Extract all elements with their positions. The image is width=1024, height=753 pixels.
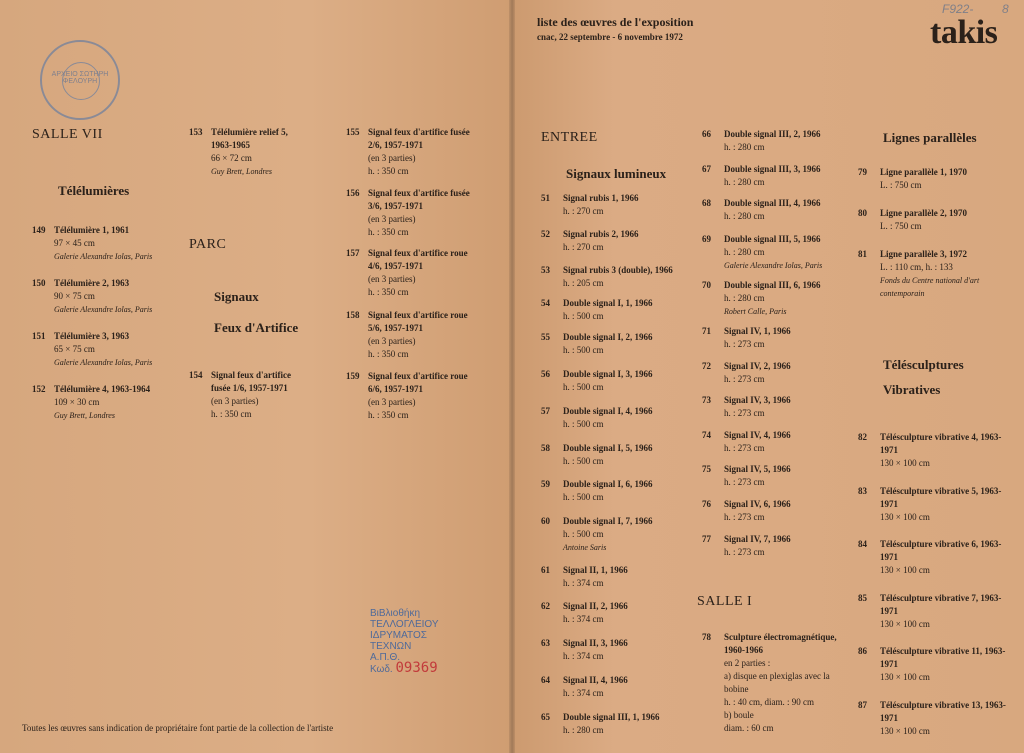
entry-number: 72 bbox=[702, 361, 711, 371]
entry-detail: (en 3 parties) bbox=[368, 153, 416, 163]
entry-number: 87 bbox=[858, 700, 867, 710]
entry-number: 78 bbox=[702, 632, 711, 642]
salle-i-heading: SALLE I bbox=[697, 594, 753, 609]
catalogue-entry bbox=[541, 637, 696, 663]
entry-title: Signal IV, 6, 1966 bbox=[724, 499, 791, 509]
entry-title: Télélumière 4, 1963-1964 bbox=[54, 384, 151, 394]
catalogue-entry bbox=[858, 485, 1008, 524]
header-line1: liste des œuvres de l'exposition bbox=[537, 15, 694, 29]
entry-detail: (en 3 parties) bbox=[368, 274, 416, 284]
catalogue-entry bbox=[702, 163, 847, 189]
entry-title: Télésculpture vibrative 13, 1963-1971 bbox=[880, 700, 1006, 723]
entry-number: 55 bbox=[541, 332, 550, 342]
entry-detail: 130 × 100 cm bbox=[880, 458, 930, 468]
entry-number: 155 bbox=[346, 127, 360, 137]
entry-owner: Fonds du Centre national d'art contemporain bbox=[880, 276, 980, 298]
entry-title: Télélumière 3, 1963 bbox=[54, 331, 130, 341]
entry-title: Télélumière 2, 1963 bbox=[54, 278, 130, 288]
catalogue-entry bbox=[858, 166, 1008, 192]
entry-title: Double signal III, 6, 1966 bbox=[724, 280, 821, 290]
entry-detail: h. : 350 cm bbox=[211, 409, 252, 419]
archive-stamp bbox=[40, 40, 120, 120]
library-stamp-line: ΙΔΡΥΜΑΤΟΣ bbox=[370, 630, 427, 641]
entry-title: Signal IV, 4, 1966 bbox=[724, 430, 791, 440]
entry-title: Télésculpture vibrative 11, 1963-1971 bbox=[880, 646, 1006, 669]
entry-detail: h. : 273 cm bbox=[724, 339, 765, 349]
entry-owner: Guy Brett, Londres bbox=[211, 167, 272, 176]
entry-title: Télésculpture vibrative 7, 1963-1971 bbox=[880, 593, 1002, 616]
entry-detail: h. : 350 cm bbox=[368, 287, 409, 297]
entry-owner: Antoine Saris bbox=[563, 543, 607, 552]
entry-title: Signal IV, 5, 1966 bbox=[724, 464, 791, 474]
entry-number: 62 bbox=[541, 601, 550, 611]
entry-detail: h. : 374 cm bbox=[563, 688, 604, 698]
entry-detail: h. : 500 cm bbox=[563, 529, 604, 539]
footer-note: Toutes les œuvres sans indication de propriétaire font partie de la collection de l'artiste bbox=[22, 723, 334, 733]
entry-title: Signal II, 1, 1966 bbox=[563, 565, 628, 575]
entry-detail: (en 3 parties) bbox=[368, 397, 416, 407]
salle-vii-heading: SALLE VII bbox=[32, 127, 103, 142]
entry-title: Signal feux d'artifice roue 6/6, 1957-1971 bbox=[368, 371, 468, 394]
catalogue-entry bbox=[858, 431, 1008, 470]
entry-detail: h. : 500 cm bbox=[563, 456, 604, 466]
library-stamp-line: ΒιΒλιοθήκη bbox=[370, 608, 421, 619]
entry-title: Signal IV, 3, 1966 bbox=[724, 395, 791, 405]
signaux-lumineux-heading: Signaux lumineux bbox=[566, 166, 667, 181]
pencil-ref: F922- bbox=[942, 2, 974, 16]
catalogue-entry bbox=[346, 126, 476, 178]
entry-title: Signal IV, 2, 1966 bbox=[724, 361, 791, 371]
catalogue-entry bbox=[32, 224, 182, 263]
entry-title: Double signal III, 3, 1966 bbox=[724, 164, 821, 174]
catalogue-entry bbox=[541, 564, 696, 590]
entry-number: 156 bbox=[346, 188, 360, 198]
entry-detail: h. : 500 cm bbox=[563, 345, 604, 355]
entry-title: Télélumière relief 5, 1963-1965 bbox=[211, 127, 288, 150]
entry-number: 82 bbox=[858, 432, 867, 442]
catalogue-entry bbox=[541, 228, 696, 254]
entry-detail: h. : 40 cm, diam. : 90 cm bbox=[724, 697, 814, 707]
entry-detail: 109 × 30 cm bbox=[54, 397, 100, 407]
catalogue-entry bbox=[541, 711, 696, 737]
catalogue-entry bbox=[702, 128, 847, 154]
catalogue-entry bbox=[346, 309, 476, 361]
entry-detail: h. : 350 cm bbox=[368, 410, 409, 420]
catalogue-entry bbox=[858, 207, 1008, 233]
entry-title: Double signal I, 7, 1966 bbox=[563, 516, 653, 526]
entry-number: 59 bbox=[541, 479, 550, 489]
entry-number: 73 bbox=[702, 395, 711, 405]
catalogue-entry bbox=[32, 330, 182, 369]
entry-title: Double signal I, 3, 1966 bbox=[563, 369, 653, 379]
entry-number: 57 bbox=[541, 406, 550, 416]
entry-detail: 66 × 72 cm bbox=[211, 153, 252, 163]
entry-detail: h. : 374 cm bbox=[563, 651, 604, 661]
entry-detail: h. : 350 cm bbox=[368, 227, 409, 237]
catalogue-entry bbox=[541, 368, 696, 394]
entry-title: Double signal I, 1, 1966 bbox=[563, 298, 653, 308]
catalogue-entry bbox=[32, 383, 182, 422]
catalogue-entry bbox=[702, 631, 847, 735]
entry-detail: h. : 374 cm bbox=[563, 614, 604, 624]
catalogue-entry bbox=[702, 429, 847, 455]
catalogue-entry bbox=[541, 674, 696, 700]
entry-title: Double signal I, 4, 1966 bbox=[563, 406, 653, 416]
lignes-paralleles-heading: Lignes parallèles bbox=[883, 130, 977, 145]
entry-title: Sculpture électromagnétique, 1960-1966 bbox=[724, 632, 837, 655]
catalogue-entry bbox=[702, 498, 847, 524]
catalogue-entry bbox=[346, 247, 476, 299]
entry-number: 69 bbox=[702, 234, 711, 244]
entry-detail: h. : 273 cm bbox=[724, 477, 765, 487]
entry-title: Signal feux d'artifice roue 4/6, 1957-1971 bbox=[368, 248, 468, 271]
telesculptures-heading: Télésculptures bbox=[883, 357, 964, 372]
archive-stamp-text: ΑΡΧΕΙΟ ΣΩΤΗΡΗ ΦΕΛΟΥΡΗ bbox=[51, 71, 109, 85]
entry-number: 81 bbox=[858, 249, 867, 259]
entry-detail: h. : 270 cm bbox=[563, 206, 604, 216]
library-stamp-line: Α.Π.Θ. bbox=[370, 652, 401, 663]
entry-number: 83 bbox=[858, 486, 867, 496]
entry-number: 64 bbox=[541, 675, 550, 685]
entry-owner: Galerie Alexandre Iolas, Paris bbox=[54, 305, 153, 314]
catalogue-entry bbox=[541, 600, 696, 626]
entry-owner: Galerie Alexandre Iolas, Paris bbox=[54, 358, 153, 367]
catalogue-entry bbox=[541, 515, 696, 554]
entry-number: 67 bbox=[702, 164, 711, 174]
entry-title: Signal IV, 7, 1966 bbox=[724, 534, 791, 544]
entry-detail: h. : 280 cm bbox=[724, 177, 765, 187]
entry-title: Signal feux d'artifice roue 5/6, 1957-1971 bbox=[368, 310, 468, 333]
entry-detail: 90 × 75 cm bbox=[54, 291, 95, 301]
entry-detail: h. : 273 cm bbox=[724, 408, 765, 418]
entry-detail: h. : 280 cm bbox=[563, 725, 604, 735]
catalogue-entry bbox=[702, 233, 847, 272]
entry-number: 56 bbox=[541, 369, 550, 379]
entry-number: 77 bbox=[702, 534, 711, 544]
entry-detail: h. : 273 cm bbox=[724, 443, 765, 453]
entry-title: Signal feux d'artifice fusée 2/6, 1957-1971 bbox=[368, 127, 470, 150]
feux-heading: Feux d'Artifice bbox=[214, 320, 299, 335]
catalogue-entry bbox=[858, 699, 1008, 738]
entry-detail: 130 × 100 cm bbox=[880, 565, 930, 575]
entry-title: Télésculpture vibrative 4, 1963-1971 bbox=[880, 432, 1002, 455]
entry-detail: L. : 750 cm bbox=[880, 221, 922, 231]
library-stamp-label: Κωδ. bbox=[370, 664, 393, 675]
entry-title: Ligne parallèle 1, 1970 bbox=[880, 167, 967, 177]
entry-detail: h. : 500 cm bbox=[563, 419, 604, 429]
entry-title: Signal IV, 1, 1966 bbox=[724, 326, 791, 336]
entry-detail: h. : 273 cm bbox=[724, 547, 765, 557]
entry-detail: h. : 280 cm bbox=[724, 211, 765, 221]
library-stamp-line: ΤΕΛΛΟΓΛΕΙΟΥ bbox=[370, 619, 439, 630]
vibratives-heading: Vibratives bbox=[883, 382, 941, 397]
entry-number: 151 bbox=[32, 331, 46, 341]
catalogue-entry bbox=[702, 394, 847, 420]
entry-detail: h. : 500 cm bbox=[563, 492, 604, 502]
entry-detail: h. : 273 cm bbox=[724, 512, 765, 522]
catalogue-entry bbox=[541, 297, 696, 323]
entry-number: 58 bbox=[541, 443, 550, 453]
entry-detail: h. : 273 cm bbox=[724, 374, 765, 384]
entry-owner: Galerie Alexandre Iolas, Paris bbox=[724, 261, 823, 270]
entry-detail: h. : 280 cm bbox=[724, 247, 765, 257]
pencil-page: 8 bbox=[1002, 2, 1009, 16]
entry-number: 75 bbox=[702, 464, 711, 474]
entry-number: 54 bbox=[541, 298, 550, 308]
library-stamp-number: 09369 bbox=[395, 660, 438, 676]
entry-title: Signal II, 2, 1966 bbox=[563, 601, 628, 611]
entry-number: 60 bbox=[541, 516, 550, 526]
entry-number: 153 bbox=[189, 127, 203, 137]
entry-number: 76 bbox=[702, 499, 711, 509]
entry-number: 79 bbox=[858, 167, 867, 177]
signaux-heading: Signaux bbox=[214, 289, 259, 304]
catalogue-entry bbox=[702, 325, 847, 351]
entry-title: Ligne parallèle 3, 1972 bbox=[880, 249, 967, 259]
entry-number: 52 bbox=[541, 229, 550, 239]
catalogue-entry bbox=[346, 370, 476, 422]
entry-detail: 130 × 100 cm bbox=[880, 672, 930, 682]
entry-detail: h. : 270 cm bbox=[563, 242, 604, 252]
entry-number: 154 bbox=[189, 370, 203, 380]
entry-detail: 130 × 100 cm bbox=[880, 726, 930, 736]
entry-title: Double signal I, 2, 1966 bbox=[563, 332, 653, 342]
entry-detail: en 2 parties : bbox=[724, 658, 771, 668]
parc-heading: PARC bbox=[189, 237, 227, 252]
entry-title: Télésculpture vibrative 6, 1963-1971 bbox=[880, 539, 1002, 562]
entry-number: 70 bbox=[702, 280, 711, 290]
entry-detail: h. : 500 cm bbox=[563, 382, 604, 392]
entry-detail: (en 3 parties) bbox=[368, 336, 416, 346]
entry-owner: Robert Calle, Paris bbox=[724, 307, 787, 316]
entry-detail: (en 3 parties) bbox=[368, 214, 416, 224]
entry-title: Signal rubis 3 (double), 1966 bbox=[563, 265, 673, 275]
catalogue-entry bbox=[541, 331, 696, 357]
entry-title: Ligne parallèle 2, 1970 bbox=[880, 208, 967, 218]
entry-number: 51 bbox=[541, 193, 550, 203]
telelumieres-heading: Télélumières bbox=[58, 183, 130, 198]
entry-detail: b) boule bbox=[724, 710, 754, 720]
entry-title: Signal feux d'artifice fusée 3/6, 1957-1971 bbox=[368, 188, 470, 211]
entry-detail: 130 × 100 cm bbox=[880, 512, 930, 522]
catalogue-entry bbox=[858, 248, 1008, 300]
catalogue-entry bbox=[541, 442, 696, 468]
page-fold bbox=[509, 0, 515, 753]
entry-detail: 65 × 75 cm bbox=[54, 344, 95, 354]
entry-number: 53 bbox=[541, 265, 550, 275]
entry-number: 157 bbox=[346, 248, 360, 258]
entry-title: Signal feux d'artifice fusée 1/6, 1957-1971 bbox=[211, 370, 291, 393]
entry-title: Double signal III, 1, 1966 bbox=[563, 712, 660, 722]
entry-number: 63 bbox=[541, 638, 550, 648]
entry-title: Signal rubis 1, 1966 bbox=[563, 193, 639, 203]
entry-number: 86 bbox=[858, 646, 867, 656]
catalogue-entry bbox=[702, 197, 847, 223]
catalogue-entry bbox=[541, 405, 696, 431]
entree-heading: ENTREE bbox=[541, 130, 598, 145]
entry-number: 150 bbox=[32, 278, 46, 288]
entry-title: Double signal III, 4, 1966 bbox=[724, 198, 821, 208]
entry-detail: a) disque en plexiglas avec la bobine bbox=[724, 671, 830, 694]
catalogue-entry bbox=[541, 478, 696, 504]
catalogue-entry bbox=[702, 533, 847, 559]
entry-number: 71 bbox=[702, 326, 711, 336]
catalogue-entry bbox=[702, 463, 847, 489]
entry-detail: h. : 500 cm bbox=[563, 311, 604, 321]
catalogue-entry bbox=[346, 187, 476, 239]
entry-title: Double signal I, 5, 1966 bbox=[563, 443, 653, 453]
entry-title: Télésculpture vibrative 5, 1963-1971 bbox=[880, 486, 1002, 509]
entry-number: 159 bbox=[346, 371, 360, 381]
entry-detail: h. : 350 cm bbox=[368, 349, 409, 359]
entry-detail: h. : 280 cm bbox=[724, 142, 765, 152]
entry-title: Double signal III, 5, 1966 bbox=[724, 234, 821, 244]
entry-number: 74 bbox=[702, 430, 711, 440]
entry-title: Signal II, 3, 1966 bbox=[563, 638, 628, 648]
library-stamp-line: ΤΕΧΝΩΝ bbox=[370, 641, 412, 652]
entry-detail: (en 3 parties) bbox=[211, 396, 259, 406]
entry-number: 85 bbox=[858, 593, 867, 603]
entry-number: 80 bbox=[858, 208, 867, 218]
entry-number: 68 bbox=[702, 198, 711, 208]
entry-number: 149 bbox=[32, 225, 46, 235]
catalogue-entry bbox=[541, 264, 696, 290]
entry-number: 152 bbox=[32, 384, 46, 394]
entry-detail: diam. : 60 cm bbox=[724, 723, 774, 733]
catalogue-entry bbox=[702, 360, 847, 386]
catalogue-entry bbox=[858, 592, 1008, 631]
entry-title: Signal rubis 2, 1966 bbox=[563, 229, 639, 239]
entry-detail: L. : 750 cm bbox=[880, 180, 922, 190]
catalogue-entry bbox=[858, 645, 1008, 684]
entry-title: Signal II, 4, 1966 bbox=[563, 675, 628, 685]
library-stamp bbox=[370, 608, 439, 675]
entry-detail: L. : 110 cm, h. : 133 bbox=[880, 262, 953, 272]
catalogue-entry bbox=[189, 126, 309, 178]
entry-detail: h. : 374 cm bbox=[563, 578, 604, 588]
entry-title: Double signal III, 2, 1966 bbox=[724, 129, 821, 139]
entry-title: Télélumière 1, 1961 bbox=[54, 225, 130, 235]
entry-detail: 130 × 100 cm bbox=[880, 619, 930, 629]
entry-number: 65 bbox=[541, 712, 550, 722]
entry-title: Double signal I, 6, 1966 bbox=[563, 479, 653, 489]
entry-detail: h. : 350 cm bbox=[368, 166, 409, 176]
entry-number: 66 bbox=[702, 129, 711, 139]
header-line2: cnac, 22 septembre - 6 novembre 1972 bbox=[537, 32, 683, 42]
entry-owner: Guy Brett, Londres bbox=[54, 411, 115, 420]
entry-detail: h. : 280 cm bbox=[724, 293, 765, 303]
artist-name: takis bbox=[930, 14, 998, 51]
entry-detail: 97 × 45 cm bbox=[54, 238, 95, 248]
entry-number: 84 bbox=[858, 539, 867, 549]
catalogue-entry bbox=[32, 277, 182, 316]
entry-number: 61 bbox=[541, 565, 550, 575]
catalogue-entry bbox=[189, 369, 309, 421]
catalogue-entry bbox=[858, 538, 1008, 577]
entry-owner: Galerie Alexandre Iolas, Paris bbox=[54, 252, 153, 261]
entry-number: 158 bbox=[346, 310, 360, 320]
entry-detail: h. : 205 cm bbox=[563, 278, 604, 288]
catalogue-entry bbox=[702, 279, 847, 318]
catalogue-entry bbox=[541, 192, 696, 218]
